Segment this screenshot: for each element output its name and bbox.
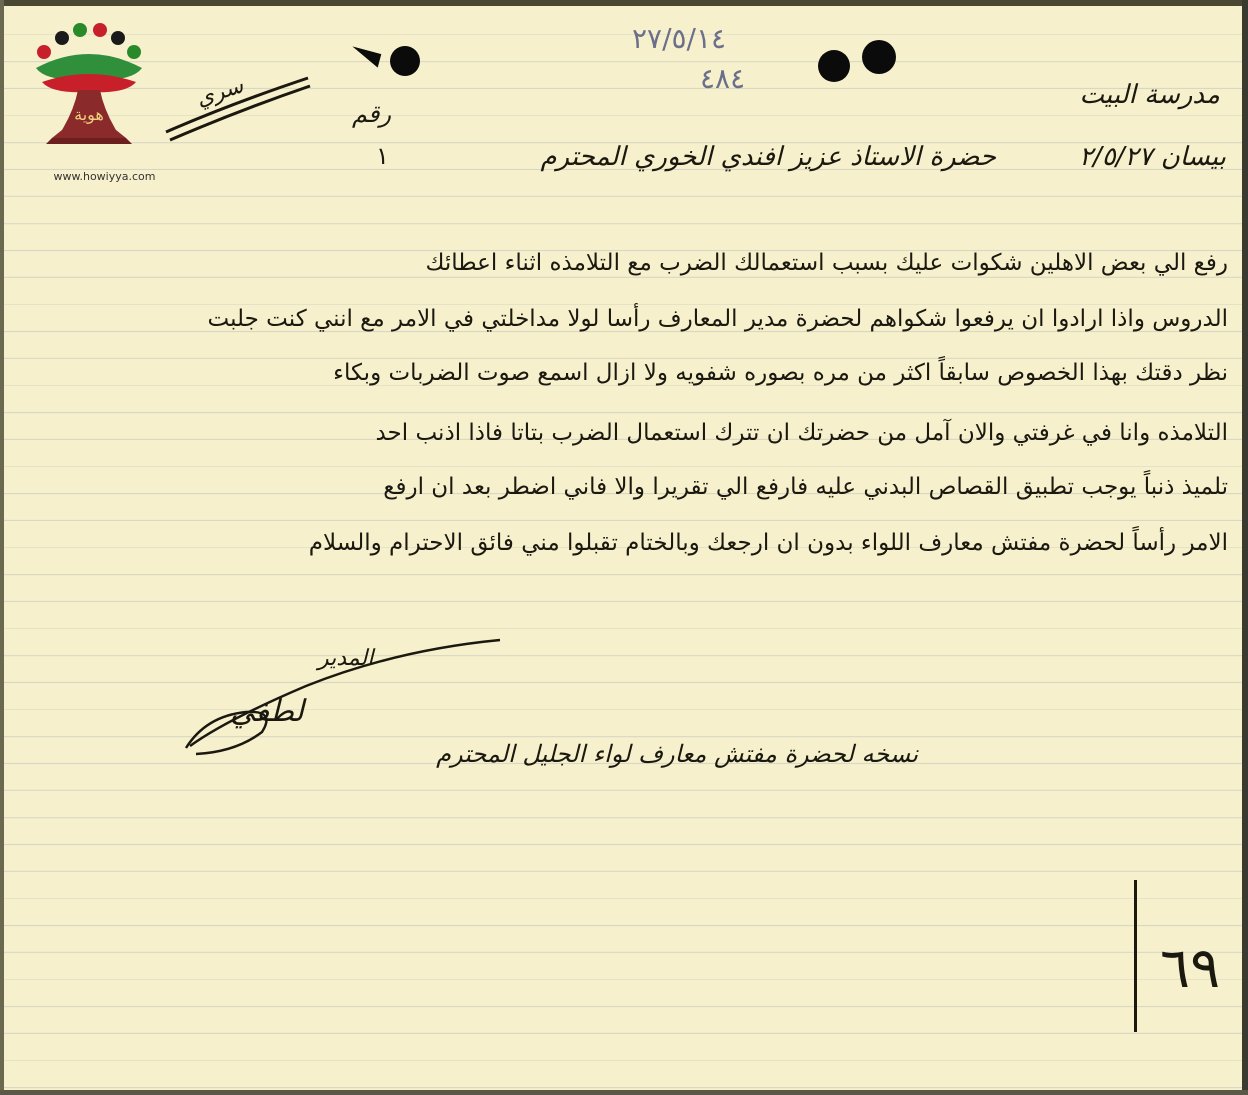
punch-hole-left-tear [349,46,382,67]
body-line-6: الامر رأساً لحضرة مفتش معارف اللواء بدون ان ارجعك وبالختام تقبلوا مني فائق الاحترام والسلام [308,530,1228,556]
confidential-note: سري [193,73,247,112]
howiyya-logo[interactable] [22,20,162,183]
scan-edge-right [1242,0,1248,1095]
punch-hole-right-b [862,40,896,74]
confidential-underline [160,74,320,144]
letter-date: بيسان ٢/٥/٢٧ [1079,142,1226,172]
body-line-1: رفع الي بعض الاهلين شكوات عليك بسبب استعمالك الضرب مع التلامذه اثناء اعطائك [425,250,1228,276]
reference-label: رقم [352,100,392,128]
margin-vertical-stroke [1134,880,1137,1032]
signature-name: لطفي [230,694,304,729]
signature-title: المدير [318,646,374,671]
copy-note: نسخه لحضرة مفتش معارف لواء الجليل المحترم [436,740,918,768]
punch-hole-right-a [818,50,850,82]
addressee: حضرة الاستاذ عزيز افندي الخوري المحترم [540,142,996,172]
scan-edge-top [0,0,1248,6]
reference-number: ١ [376,142,389,170]
body-line-3: نظر دقتك بهذا الخصوص سابقاً اكثر من مره بصوره شفويه ولا ازال اسمع صوت الضربات وبكاء [333,360,1228,386]
archive-date-stamp: ٢٧/٥/١٤ [632,22,727,55]
body-line-4: التلامذه وانا في غرفتي والان آمل من حضرتك ان تترك استعمال الضرب بتاتا فاذا اذنب احد [375,420,1228,446]
archive-number-stamp: ٤٨٤ [700,62,746,95]
school-name: مدرسة البيت [1079,80,1220,110]
scan-edge-left [0,0,4,1095]
punch-hole-left [390,46,420,76]
scan-edge-bottom [0,1090,1248,1095]
logo-url-text: www.howiyya.com [53,170,156,183]
tree-logo-icon [22,20,162,160]
body-line-2: الدروس واذا ارادوا ان يرفعوا شكواهم لحضرة مدير المعارف رأسا لولا مداخلتي في الامر مع انني كنت جلبت [207,306,1228,332]
body-line-5: تلميذ ذنباً يوجب تطبيق القصاص البدني عليه فارفع الي تقريرا والا فاني اضطر بعد ان ارفع [383,474,1228,500]
svg-text:هوية: هوية [74,105,104,124]
page-number: ٦٩ [1160,936,1221,1001]
